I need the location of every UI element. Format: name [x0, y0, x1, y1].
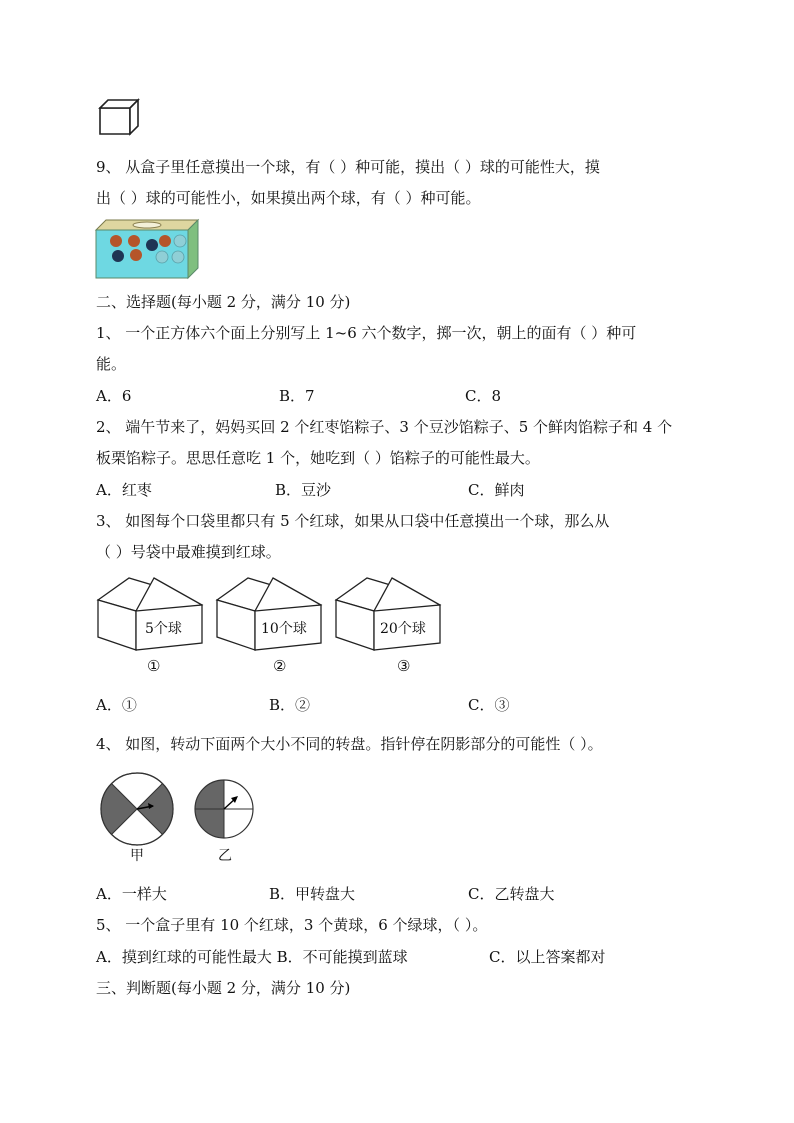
q4-option-a: A．一样大 — [96, 885, 167, 903]
q1-line-1: 1、 一个正方体六个面上分别写上 1~6 六个数字，掷一次，朝上的面有（ ）种可 — [96, 324, 637, 342]
q5-option-ab: A．摸到红球的可能性最大 B．不可能摸到蓝球 — [96, 948, 408, 966]
section-3-heading: 三、判断题(每小题 2 分，满分 10 分) — [96, 979, 351, 997]
q3-option-c: C．③ — [468, 696, 510, 714]
q2-option-a: A．红枣 — [96, 481, 152, 499]
section-2-heading: 二、选择题(每小题 2 分，满分 10 分) — [96, 293, 351, 311]
box-2-number: ② — [273, 657, 287, 675]
box-1-number: ① — [147, 657, 161, 675]
q9-line-1: 9、 从盒子里任意摸出一个球，有（ ）种可能，摸出（ ）球的可能性大，摸 — [96, 158, 600, 176]
q4-line-1: 4、 如图，转动下面两个大小不同的转盘。指针停在阴影部分的可能性（ ）。 — [96, 735, 603, 753]
q5-option-c: C．以上答案都对 — [489, 948, 606, 966]
q9-line-2: 出（ ）球的可能性小，如果摸出两个球，有（ ）种可能。 — [96, 189, 481, 207]
q3-line-2: （ ）号袋中最难摸到红球。 — [96, 543, 281, 561]
q1-option-a: A．6 — [96, 387, 132, 405]
q4-option-b: B．甲转盘大 — [269, 885, 356, 903]
q5-line-1: 5、 一个盒子里有 10 个红球，3 个黄球，6 个绿球，（ ）。 — [96, 916, 488, 934]
q1-option-c: C．8 — [465, 387, 502, 405]
cube-icon — [96, 98, 142, 138]
box-2-label: 10个球 — [261, 621, 307, 637]
q3-option-b: B．② — [269, 696, 311, 714]
box-3-number: ③ — [397, 657, 411, 675]
q3-option-a: A．① — [96, 696, 137, 714]
ball-box-illustration — [92, 218, 204, 282]
spinner-wheel-yi — [193, 778, 255, 840]
wheel-yi-label: 乙 — [218, 848, 232, 864]
q1-line-2: 能。 — [96, 355, 127, 373]
open-box-3 — [334, 575, 442, 653]
open-box-1 — [96, 575, 204, 653]
q2-line-2: 板栗馅粽子。思思任意吃 1 个，她吃到（ ）馅粽子的可能性最大。 — [96, 449, 540, 467]
q2-option-b: B．豆沙 — [275, 481, 332, 499]
q1-option-b: B．7 — [279, 387, 315, 405]
q3-line-1: 3、 如图每个口袋里都只有 5 个红球，如果从口袋中任意摸出一个球，那么从 — [96, 512, 610, 530]
q2-line-1: 2、 端午节来了，妈妈买回 2 个红枣馅粽子、3 个豆沙馅粽子、5 个鲜肉馅粽子和 4 个 — [96, 418, 673, 436]
q2-option-c: C．鲜肉 — [468, 481, 525, 499]
spinner-wheel-jia — [99, 771, 175, 847]
q4-option-c: C．乙转盘大 — [468, 885, 555, 903]
open-box-2 — [215, 575, 323, 653]
box-3-label: 20个球 — [380, 621, 426, 637]
box-1-label: 5个球 — [145, 621, 182, 637]
wheel-jia-label: 甲 — [130, 848, 144, 864]
